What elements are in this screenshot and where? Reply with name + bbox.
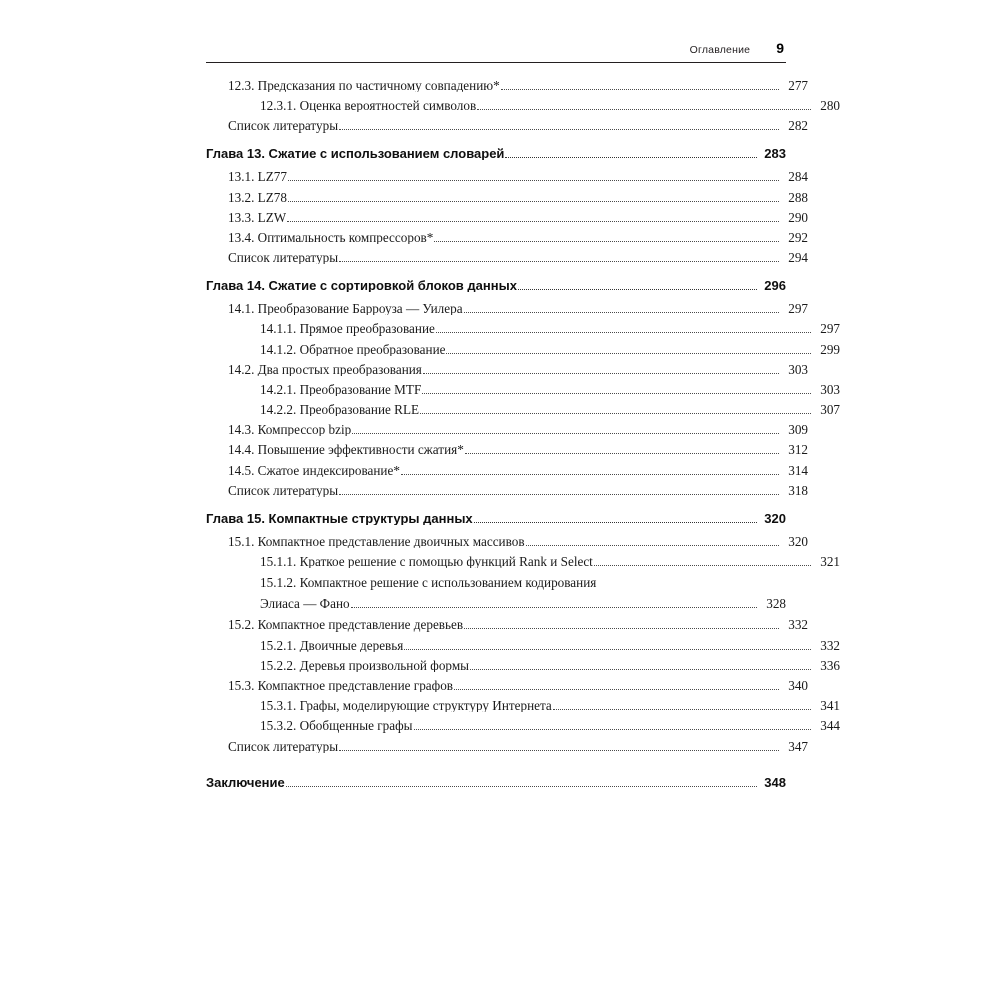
toc-entry[interactable] [206,191,808,205]
toc-entry-page: 320 [764,510,786,526]
toc-entry-page: 290 [788,209,808,225]
toc-chapter-entry[interactable] [206,279,786,293]
toc-entry[interactable] [206,99,840,113]
toc-entry-label: 12.3. Предсказания по частичному совпадению* [228,79,500,93]
toc-entry[interactable] [206,403,840,417]
toc-leader-dots [465,446,779,454]
toc-entry-label: 14.1.1. Прямое преобразование [260,322,435,336]
toc-entry-page: 340 [788,677,808,693]
toc-entry-label: Заключение [206,775,285,789]
toc-entry[interactable] [206,679,808,693]
toc-entry-page: 282 [788,118,808,134]
toc-leader-dots [464,621,779,629]
toc-entry-page: 292 [788,229,808,245]
toc-entry-label: Список литературы [228,483,339,498]
toc-leader-dots [288,173,779,181]
toc-leader-dots [423,365,779,373]
toc-entry-label: 15.3.2. Обобщенные графы [260,719,413,733]
header-divider [206,62,786,63]
toc-entry-page: 314 [788,462,808,478]
toc-entry-page: 332 [788,617,808,633]
page-number: 9 [776,40,784,56]
toc-entry-page: 280 [820,98,840,114]
toc-entry-page: 321 [820,554,840,569]
toc-entry[interactable] [206,659,840,673]
toc-entry[interactable] [206,535,808,549]
toc-entry[interactable] [206,170,808,184]
toc-entry-page: 328 [766,596,786,612]
toc-entry-page: 312 [788,442,808,458]
toc-entry[interactable] [206,343,840,357]
toc-leader-dots [434,234,779,242]
toc-entry-page: 347 [788,738,808,754]
toc-entry-page: 332 [820,637,840,653]
toc-entry-page: 341 [820,698,840,714]
toc-entry-label: 15.1.1. Краткое решение с помощью функций Rank и Select [260,555,593,569]
toc-entry-label: 14.1. Преобразование Барроуза — Уилера [228,302,463,316]
toc-leader-dots [288,193,779,201]
toc-entry-page: 336 [820,657,840,673]
toc-entry[interactable] [206,383,840,397]
toc-entry[interactable] [206,423,808,437]
toc-leader-dots [464,305,779,313]
page-header [206,40,786,56]
toc-entry[interactable] [206,251,808,265]
toc-entry[interactable] [206,119,808,133]
toc-leader-dots [470,662,811,670]
toc-leader-dots [352,426,779,434]
toc-leader-dots [594,558,811,566]
toc-entry-label: 15.2.2. Деревья произвольной формы [260,658,470,672]
toc-entry-page: 297 [820,321,840,337]
toc-entry-page: 283 [764,146,786,162]
toc-entry-label: 14.2.2. Преобразование RLE [260,403,420,417]
toc-entry-label: 15.3.1. Графы, моделирующие структуру Интернета [260,699,552,713]
toc-entry-page: 284 [788,169,808,185]
toc-leader-dots [339,742,779,750]
toc-leader-dots [339,487,779,495]
toc-entry-page: 303 [788,361,808,377]
toc-entry-page: 296 [764,278,786,294]
toc-leader-dots [414,722,812,730]
toc-entry-page: 320 [788,533,808,549]
toc-leader-dots [420,406,811,414]
toc-leader-dots [404,641,811,649]
toc-entry[interactable] [206,322,840,336]
toc-leader-dots [477,102,811,110]
toc-entry-label: 14.5. Сжатое индексирование* [228,463,400,477]
toc-entry-label: 13.4. Оптимальность компрессоров* [228,230,434,245]
toc-entry[interactable] [206,618,808,632]
toc-entry-label: Список литературы [228,119,339,133]
toc-entry-line2 [206,596,786,612]
page-content [206,40,840,796]
toc-entry-page: 294 [788,250,808,266]
toc-leader-dots [454,682,779,690]
toc-entry[interactable] [206,740,808,754]
toc-entry-label: 15.2.1. Двоичные деревья [260,638,404,652]
toc-leader-dots [526,538,779,546]
toc-entry[interactable] [206,464,808,478]
toc-leader-dots [422,386,811,394]
toc-entry-page: 297 [788,301,808,317]
toc-entry-label: Список литературы [228,251,339,265]
toc-entry-label: 14.2.1. Преобразование MTF [260,382,422,397]
toc-entry-label: Список литературы [228,739,339,753]
toc-leader-dots [286,778,757,786]
table-of-contents [206,78,840,790]
toc-entry-page: 288 [788,189,808,205]
toc-leader-dots [339,122,779,130]
toc-entry-page: 307 [820,402,840,418]
toc-entry-page: 299 [820,341,840,357]
toc-entry-label: 14.1.2. Обратное преобразование [260,342,446,356]
toc-entry-label: 15.3. Компактное представление графов [228,678,454,693]
toc-entry-label: 14.3. Компрессор bzip [228,423,352,437]
toc-entry-page: 277 [788,78,808,93]
toc-leader-dots [501,82,779,90]
toc-entry-label: 12.3.1. Оценка вероятностей символов [260,99,477,113]
toc-entry-label: 13.3. LZW [228,210,287,224]
toc-leader-dots [518,282,757,290]
toc-leader-dots [339,254,779,262]
toc-conclusion-entry[interactable] [206,776,786,790]
toc-leader-dots [351,600,757,608]
toc-entry[interactable] [206,231,808,245]
toc-entry[interactable] [206,79,808,93]
toc-leader-dots [505,150,757,158]
toc-leader-dots [474,515,757,523]
toc-entry-label: 14.2. Два простых преобразования [228,362,422,376]
toc-entry-label: 15.2. Компактное представление деревьев [228,618,464,632]
toc-leader-dots [553,702,811,710]
toc-entry[interactable] [206,484,808,498]
running-head-title: Оглавление [689,44,751,56]
toc-entry[interactable] [206,575,786,612]
toc-entry[interactable] [206,211,808,225]
toc-entry[interactable] [206,555,840,569]
toc-entry-label: Глава 14. Сжатие с сортировкой блоков данных [206,279,517,293]
toc-chapter-entry[interactable] [206,512,786,526]
toc-entry-page: 309 [788,422,808,438]
toc-entry-label: 15.1.2. Компактное решение с использованием кодирования [260,575,597,591]
toc-leader-dots [446,345,811,353]
toc-entry[interactable] [206,363,808,377]
toc-entry[interactable] [206,639,840,653]
toc-entry-label: Глава 13. Сжатие с использованием словарей [206,147,505,161]
toc-entry-label: 14.4. Повышение эффективности сжатия* [228,443,464,457]
toc-leader-dots [287,214,779,222]
toc-entry-page: 318 [788,482,808,498]
toc-entry-label: 13.1. LZ77 [228,170,287,184]
toc-entry-label: Глава 15. Компактные структуры данных [206,511,473,525]
toc-entry[interactable] [206,443,808,457]
toc-entry-page: 303 [820,381,840,397]
toc-entry-page: 348 [764,774,786,790]
toc-leader-dots [401,466,779,474]
toc-entry[interactable] [206,302,808,316]
toc-entry-page: 344 [820,718,840,734]
toc-chapter-entry[interactable] [206,147,786,161]
toc-entry[interactable] [206,719,840,733]
toc-entry-label: 15.1. Компактное представление двоичных массивов [228,534,525,549]
toc-entry-label-cont: Элиаса — Фано [260,596,350,612]
toc-leader-dots [436,325,811,333]
toc-entry[interactable] [206,699,840,713]
toc-entry-label: 13.2. LZ78 [228,190,287,204]
